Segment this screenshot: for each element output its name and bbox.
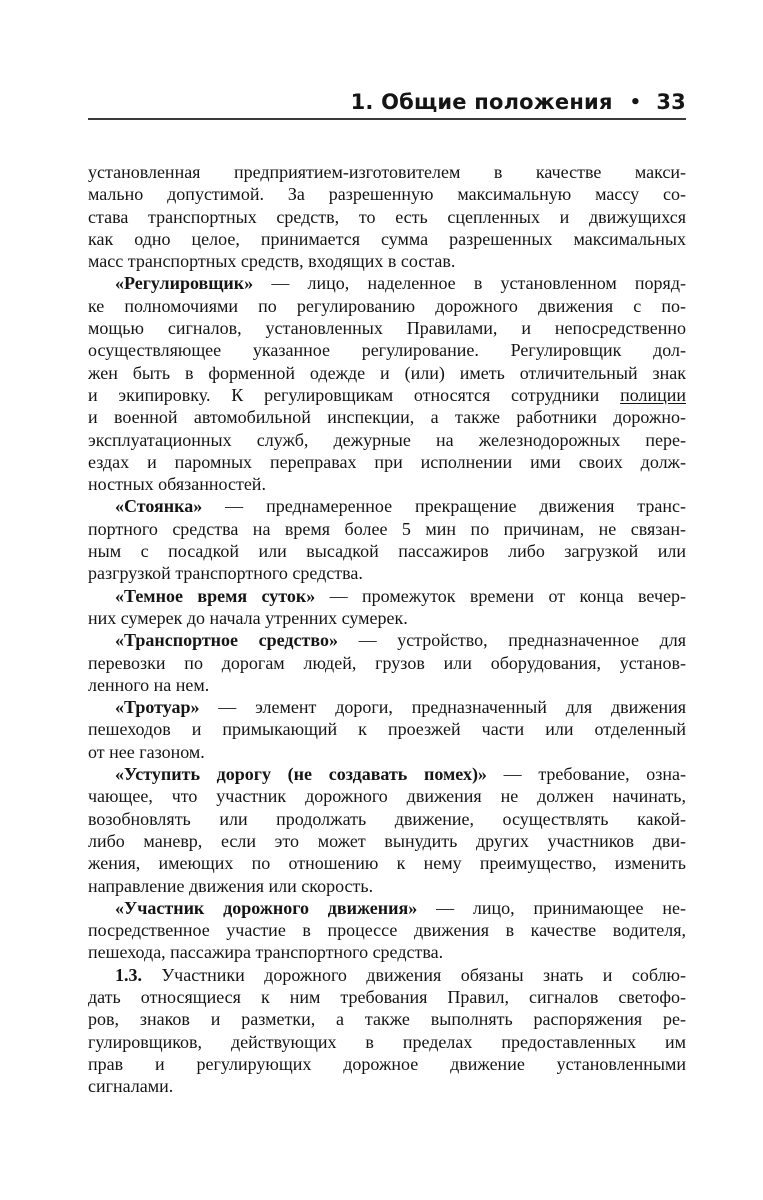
bullet-separator: •	[629, 92, 642, 113]
text-line: портного средства на время более 5 мин по причинам, не связан-	[88, 518, 686, 539]
text-line: установленная предприятием-изготовителем в качестве макси-	[88, 162, 686, 182]
paragraph	[88, 629, 686, 696]
text-line: ездах и паромных переправах при исполнении ими своих долж-	[88, 451, 686, 472]
text-line: посредственное участие в процессе движения в качестве водителя,	[88, 920, 686, 941]
text-line: 1.3. Участники дорожного движения обязаны знать и соблю-	[115, 964, 686, 985]
paragraph	[88, 763, 686, 897]
page-number: 33	[656, 90, 686, 114]
text-line: дать относящиеся к ним требования Правил, сигналов светофо-	[88, 986, 686, 1007]
text-line: «Транспортное средство» — устройство, предназначенное для	[115, 630, 686, 651]
text-line: направление движения или скорость.	[88, 875, 374, 896]
text-line: ленного на нем.	[88, 674, 210, 695]
header-rule	[88, 118, 686, 120]
text-line: жения, имеющих по отношению к нему преимущество, изменить	[88, 853, 686, 874]
text-line: чающее, что участник дорожного движения не должен начинать,	[88, 786, 686, 807]
paragraph	[88, 495, 686, 584]
text-line: жен быть в форменной одежде и (или) иметь отличительный знак	[88, 362, 686, 383]
text-line: мощью сигналов, установленных Правилами, и непосредственно	[88, 318, 686, 339]
text-line: них сумерек до начала утренних сумерек.	[88, 607, 408, 628]
paragraph	[88, 161, 686, 272]
text-line: «Стоянка» — преднамеренное прекращение движения транс-	[115, 496, 686, 517]
text-line: перевозки по дорогам людей, грузов или оборудования, установ-	[88, 652, 686, 673]
text-line: ров, знаков и разметки, а также выполнять распоряжения ре-	[88, 1009, 686, 1030]
text-line: мально допустимой. За разрешенную максимальную массу со-	[88, 184, 686, 205]
text-line: става транспортных средств, то есть сцепленных и движущихся	[88, 206, 686, 227]
text-line: сигналами.	[88, 1076, 174, 1097]
text-line: ным с посадкой или высадкой пассажиров либо загрузкой или	[88, 541, 686, 562]
text-line: как одно целое, принимается сумма разрешенных максимальных	[88, 228, 686, 249]
text-line: ностных обязанностей.	[88, 474, 266, 495]
text-line: гулировщиков, действующих в пределах предоставленных им	[88, 1031, 686, 1052]
text-line: эксплуатационных служб, дежурные на железнодорожных пере-	[88, 429, 686, 450]
text-line: пешеходов и примыкающий к проезжей части или отделенный	[88, 719, 686, 740]
paragraph	[88, 897, 686, 964]
text-line: и экипировку. К регулировщикам относятся сотрудники полиции	[88, 384, 686, 405]
text-line: масс транспортных средств, входящих в состав.	[88, 251, 456, 272]
text-line: либо маневр, если это может вынудить других участников дви-	[88, 830, 686, 851]
text-line: возобновлять или продолжать движение, осуществлять какой-	[88, 808, 686, 829]
text-line: пешехода, пассажира транспортного средства.	[88, 942, 444, 963]
page-header	[88, 90, 686, 115]
text-line: и военной автомобильной инспекции, а также работники дорожно-	[88, 407, 686, 428]
text-line: разгрузкой транспортного средства.	[88, 563, 363, 584]
text-line: «Уступить дорогу (не создавать помех)» — требование, озна-	[115, 764, 686, 785]
text-line: от нее газоном.	[88, 741, 205, 762]
text-line: осуществляющее указанное регулирование. Регулировщик дол-	[88, 340, 686, 361]
paragraph	[88, 696, 686, 763]
text-line: «Тротуар» — элемент дороги, предназначенный для движения	[115, 697, 686, 718]
paragraph	[88, 964, 686, 1098]
text-line: «Регулировщик» — лицо, наделенное в установленном поряд-	[115, 273, 686, 294]
text-line: «Участник дорожного движения» — лицо, принимающее не-	[115, 897, 686, 918]
paragraph	[88, 272, 686, 495]
text-line: ке полномочиями по регулированию дорожного движения с по-	[88, 295, 686, 316]
body-text	[88, 161, 686, 1097]
text-line: «Темное время суток» — промежуток времени от конца вечер-	[115, 585, 686, 606]
text-line: прав и регулирующих дорожное движение установленными	[88, 1053, 686, 1074]
section-title: 1. Общие положения	[350, 90, 613, 114]
paragraph	[88, 585, 686, 630]
